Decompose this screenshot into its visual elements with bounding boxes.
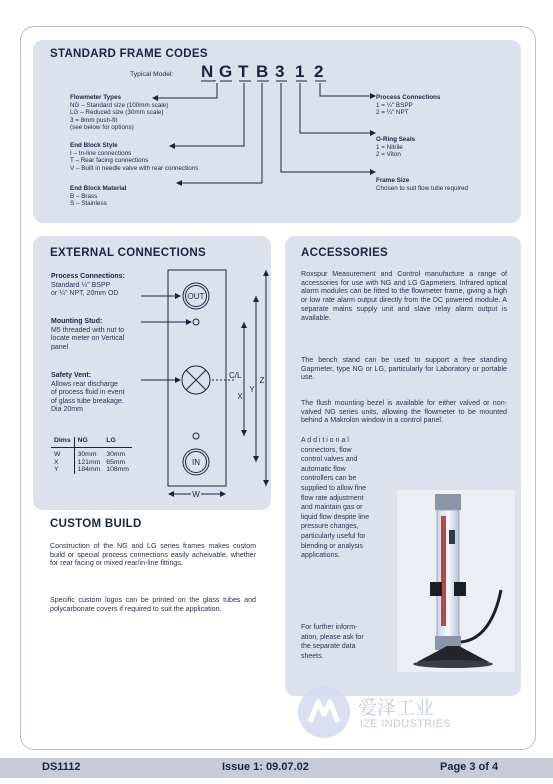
- dim-w-label: W: [192, 490, 200, 499]
- dim-x-label: X: [237, 392, 243, 401]
- flowmeter-illustration: [397, 490, 515, 672]
- model-letter-t: T: [238, 62, 249, 81]
- typical-model-label: Typical Model:: [130, 71, 174, 78]
- in-label: IN: [192, 458, 200, 467]
- accessories-line: applications.: [301, 552, 340, 560]
- flowmeter-photo: [397, 490, 515, 672]
- dims-cell: 121mm: [77, 458, 101, 466]
- model-letter-1: 1: [295, 62, 305, 81]
- o-ring-seals-line: 1 = Nitrile: [376, 143, 403, 151]
- process-connection-note-title: Process Connections:: [51, 273, 125, 280]
- accessories-paragraph-5: [301, 623, 364, 661]
- watermark-logo-icon: [296, 684, 352, 740]
- model-letter-b: B: [256, 62, 269, 81]
- accessories-line: automatic flow: [301, 465, 346, 473]
- dims-cell: Y: [51, 466, 74, 474]
- issue-date: Issue 1: 09.07.02: [222, 761, 309, 773]
- dims-cell: 30mm: [106, 450, 126, 458]
- page-footer: [0, 758, 553, 778]
- table-row: [51, 466, 132, 474]
- accessories-title: ACCESSORIES: [301, 247, 389, 259]
- process-connection-note-line: or ¼" NPT, 20mm OD: [51, 290, 119, 298]
- mounting-stud-top: [193, 319, 199, 325]
- accessories-line: flow rate adjustment: [301, 494, 364, 502]
- accessories-line: pressure changes,: [301, 523, 359, 531]
- flowmeter-types-title: Flowmeter Types: [70, 94, 121, 101]
- mounting-stud-bottom: [193, 433, 199, 439]
- end-block-material-line: S – Stainless: [70, 200, 107, 208]
- accessories-paragraph-4: [301, 436, 369, 561]
- accessories-paragraph-1: Roxspur Measurement and Control manufacture a range of accessories for use with NG and LG Gapmeters. Infrared optical alarm modules can be fitted to the flowmeter frame, giving a high or low rate alarm output directly from the DC powered module. A separate mains supply unit and slave relay alarm output is available.: [301, 270, 507, 322]
- safety-vent-note-line: Dia 20mm: [51, 406, 83, 414]
- dims-cell: 65mm: [106, 458, 126, 466]
- watermark-chinese: 爱泽工业: [358, 697, 435, 719]
- end-block-style-line: V – Built in needle valve with rear connections: [70, 164, 199, 172]
- accessories-paragraph-3: The flush mounting bezel is available for either valved or non-valved NG series units, allowing the flowmeter to be mounted behind a Makrolon window in a control panel.: [301, 399, 507, 425]
- end-block-style-line: I – In-line connections: [70, 149, 132, 157]
- accessories-line: A d d i t i o n a l: [301, 437, 349, 444]
- end-block-style-title: End Block Style: [70, 142, 118, 149]
- accessories-line: supplied to allow fine: [301, 484, 366, 492]
- accessories-line: For further inform-: [301, 624, 358, 631]
- mounting-stud-note-title: Mounting Stud:: [51, 318, 103, 325]
- table-row: [51, 447, 132, 458]
- frame-codes-title: STANDARD FRAME CODES: [50, 48, 208, 60]
- end-block-material-title: End Block Material: [70, 185, 127, 192]
- model-letter-n: N: [201, 62, 214, 81]
- safety-vent-note-line: of glass tube breakage.: [51, 397, 124, 405]
- dimensions-header-row: [51, 437, 132, 447]
- process-connections-title: Process Connections: [376, 94, 441, 101]
- safety-vent-note-line: of process fluid in event: [51, 389, 125, 397]
- safety-vent-note-line: Allows rear discharge: [51, 380, 118, 388]
- dims-cell: W: [51, 447, 74, 458]
- dims-cell: 184mm: [77, 466, 101, 474]
- external-connections-title: EXTERNAL CONNECTIONS: [50, 247, 206, 259]
- process-connections-line: 2 = ¼" NPT: [376, 109, 409, 117]
- accessories-line: blending or analysis: [301, 542, 363, 550]
- dims-header-cell: LG: [103, 437, 132, 447]
- dims-cell: 108mm: [106, 466, 129, 474]
- flowmeter-line: NG – Standard size (100mm scale): [70, 101, 169, 109]
- end-block-material-line: B – Brass: [70, 192, 98, 200]
- accessories-line: liquid flow despite line: [301, 513, 370, 521]
- model-letter-2: 2: [314, 62, 324, 81]
- accessories-line: sheets.: [301, 652, 324, 660]
- dim-y-label: Y: [249, 385, 255, 394]
- custom-build-paragraph-2: Specific custom logos can be printed on the glass tubes and polycarbonate covers if required to suit the application.: [50, 596, 256, 613]
- mounting-stud-note-line: M5 threaded with nut to: [51, 326, 125, 334]
- process-connection-note-line: Standard ¼" BSPP: [51, 281, 111, 289]
- frame-size-line: Chosen to suit flow tube required: [376, 184, 469, 192]
- accessories-paragraph-2: The bench stand can be used to support a free standing Gapmeter, type NG or LG, particularly for Laboratory or portable use.: [301, 356, 507, 382]
- accessories-line: and maintain gas or: [301, 504, 363, 512]
- mounting-stud-note-line: panel: [51, 343, 69, 351]
- mounting-stud-note-line: locate meter on Vertical: [51, 335, 125, 343]
- model-letter-g: G: [219, 62, 233, 81]
- watermark-english: IZE INDUSTRIES: [360, 718, 451, 730]
- dims-header-cell: Dims: [51, 437, 74, 447]
- custom-build-title: CUSTOM BUILD: [50, 518, 142, 530]
- accessories-line: controllers can be: [301, 475, 357, 483]
- accessories-line: particularly useful for: [301, 532, 366, 540]
- doc-number: DS1112: [42, 761, 81, 773]
- safety-vent-note-title: Safety Vent:: [51, 372, 92, 379]
- end-block-style-line: T – Rear facing connections: [70, 157, 149, 165]
- flowmeter-line: LG – Reduced size (30mm scale): [70, 109, 164, 117]
- dims-header-cell: NG: [74, 437, 103, 447]
- table-row: [51, 459, 132, 467]
- centerline-label: C/L: [229, 371, 242, 380]
- process-connections-line: 1 = ¼" BSPP: [376, 101, 413, 109]
- out-label: OUT: [187, 292, 205, 301]
- dimensions-table: [51, 437, 132, 474]
- frame-size-title: Frame Size: [376, 177, 410, 184]
- dims-cell: X: [51, 459, 74, 467]
- accessories-line: connectors, flow: [301, 446, 352, 454]
- model-letter-3: 3: [275, 62, 285, 81]
- page-number: Page 3 of 4: [440, 761, 499, 773]
- accessories-line: control valves and: [301, 456, 358, 464]
- accessories-line: ation, please ask for: [301, 633, 364, 641]
- flowmeter-line: 3 = 8mm push-fit: [70, 116, 118, 124]
- accessories-line: the separate data: [301, 643, 356, 651]
- flowmeter-line: (see below for options): [70, 124, 134, 132]
- dims-cell: 30mm: [77, 450, 97, 458]
- dim-z-label: Z: [259, 376, 265, 385]
- o-ring-seals-title: O-Ring Seals: [376, 136, 416, 143]
- o-ring-seals-line: 2 = Viton: [376, 151, 401, 159]
- custom-build-paragraph-1: Construction of the NG and LG series frames makes custom build or special process connections easily acheivable, whether for rear facing or mixed rear/in-line fittings.: [50, 542, 256, 568]
